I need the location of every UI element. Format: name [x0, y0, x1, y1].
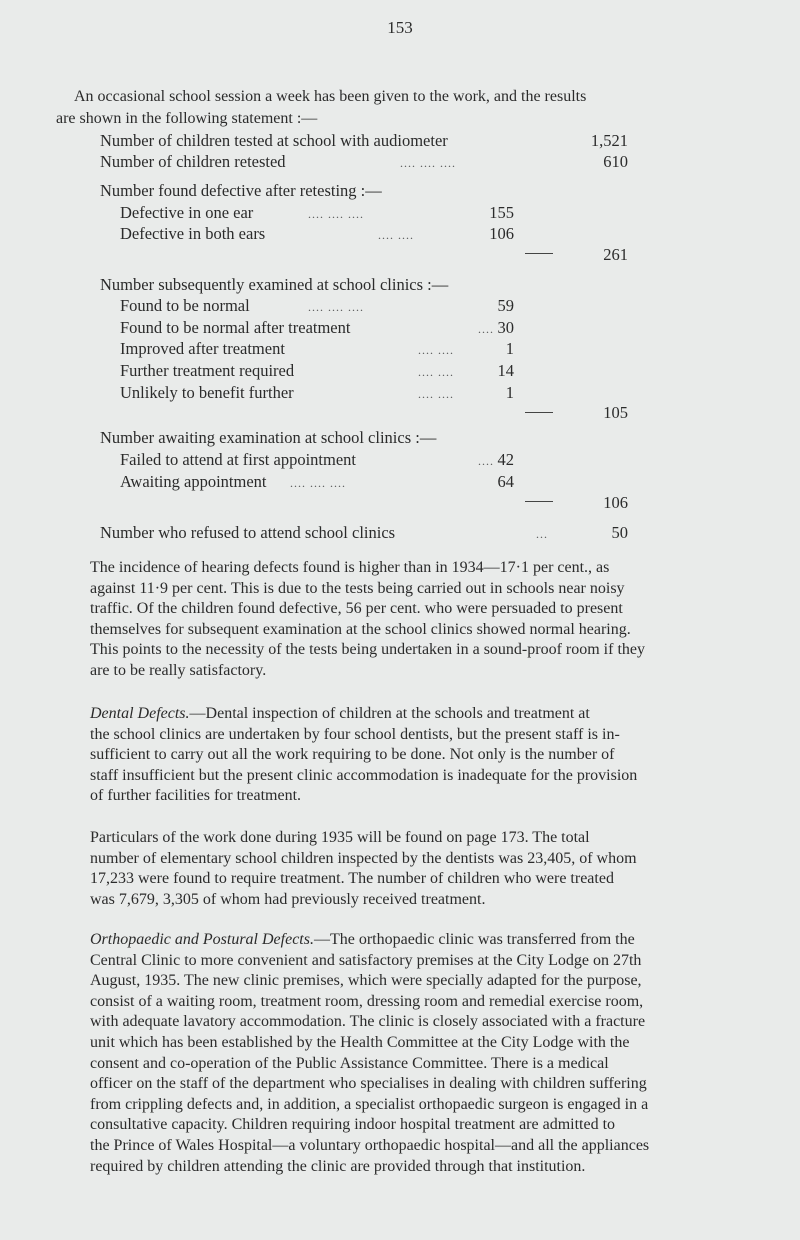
failed-dots: .... — [478, 454, 494, 468]
normal-after-label: Found to be normal after treatment — [120, 318, 351, 337]
awaiting-label: Awaiting appointment — [120, 472, 267, 491]
further-value: 14 — [497, 361, 514, 380]
hearing-line-2: against 11·9 per cent. This is due to the tests being carried out in schools near noisy — [90, 579, 625, 597]
refused-dots: ... — [536, 527, 548, 541]
particulars-line-4: was 7,679, 3,305 of whom had previously received treatment. — [90, 890, 486, 908]
orthopaedic-line-1: —The orthopaedic clinic was transferred from the — [313, 931, 635, 948]
particulars-paragraph — [56, 828, 744, 910]
particulars-line-2: number of elementary school children inspected by the dentists was 23,405, of whom — [90, 849, 637, 867]
orthopaedic-line-10: consultative capacity. Children requiring indoor hospital treatment are admitted to — [90, 1116, 616, 1134]
subtotal-rule-1 — [525, 253, 553, 254]
hearing-line-6: are to be really satisfactory. — [90, 661, 267, 679]
improved-dots: .... .... — [418, 343, 454, 357]
orthopaedic-line-8: officer on the staff of the department who specialises in dealing with children suffering — [90, 1075, 647, 1093]
defective-heading: Number found defective after retesting :— — [100, 181, 382, 200]
examined-total: 105 — [603, 403, 628, 422]
improved-value: 1 — [505, 339, 514, 358]
subtotal-rule-2 — [525, 412, 553, 413]
page-number: 153 — [387, 18, 413, 37]
hearing-line-3: traffic. Of the children found defective, 56 per cent. who were persuaded to present — [90, 600, 623, 618]
dental-line-4: staff insufficient but the present clinic accommodation is inadequate for the provision — [90, 766, 638, 784]
both-ears-label: Defective in both ears — [120, 224, 266, 243]
orthopaedic-heading: Orthopaedic and Postural Defects. — [90, 931, 314, 948]
normal-label: Found to be normal — [120, 296, 250, 315]
orthopaedic-line-11: the Prince of Wales Hospital—a voluntary orthopaedic hospital—and all the appliances — [90, 1136, 650, 1154]
refused-label: Number who refused to attend school clinics — [100, 523, 396, 542]
intro-line-1: An occasional school session a week has been given to the work, and the results — [74, 88, 587, 105]
both-ears-value: 106 — [489, 224, 514, 243]
tested-label: Number of children tested at school with audiometer — [100, 131, 448, 150]
unlikely-label: Unlikely to benefit further — [120, 383, 294, 402]
hearing-line-5: This points to the necessity of the tests being undertaken in a sound-proof room if they — [90, 641, 645, 659]
orthopaedic-line-4: consist of a waiting room, treatment room, dressing room and remedial exercise room, — [90, 992, 644, 1010]
awaiting-total: 106 — [603, 493, 628, 512]
both-ears-dots: .... .... — [378, 228, 414, 242]
tested-value: 1,521 — [590, 131, 628, 150]
retested-label: Number of children retested — [100, 152, 286, 171]
hearing-paragraph — [56, 558, 744, 682]
normal-after-value: 30 — [497, 318, 514, 337]
dental-line-2: the school clinics are undertaken by four school dentists, but the present staff is in- — [90, 725, 620, 743]
orthopaedic-line-6: unit which has been established by the Health Committee at the City Lodge with the — [90, 1033, 630, 1051]
orthopaedic-line-7: consent and co-operation of the Public Assistance Committee. There is a medical — [90, 1054, 609, 1072]
normal-dots: .... .... .... — [308, 300, 364, 314]
unlikely-value: 1 — [505, 383, 514, 402]
further-dots: .... .... — [418, 365, 454, 379]
dental-line-5: of further facilities for treatment. — [90, 787, 302, 805]
hearing-line-1: The incidence of hearing defects found is higher than in 1934—17·1 per cent., as — [90, 559, 610, 576]
dental-heading: Dental Defects. — [90, 705, 190, 722]
particulars-line-3: 17,233 were found to require treatment. The number of children who were treated — [90, 870, 614, 888]
further-label: Further treatment required — [120, 361, 295, 380]
awaiting-dots: .... .... .... — [290, 476, 346, 490]
failed-label: Failed to attend at first appointment — [120, 450, 356, 469]
orthopaedic-line-3: August, 1935. The new clinic premises, which were specially adapted for the purpose, — [90, 972, 642, 990]
refused-value: 50 — [611, 523, 628, 542]
defective-total: 261 — [603, 245, 628, 264]
normal-value: 59 — [497, 296, 514, 315]
orthopaedic-line-5: with adequate lavatory accommodation. The clinic is closely associated with a fracture — [90, 1013, 646, 1031]
subtotal-rule-3 — [525, 501, 553, 502]
orthopaedic-line-12: required by children attending the clinic are provided through that institution. — [90, 1157, 586, 1175]
dental-paragraph — [56, 704, 744, 807]
examined-heading: Number subsequently examined at school clinics :— — [100, 275, 449, 294]
retested-value: 610 — [603, 152, 628, 171]
failed-value: 42 — [497, 450, 514, 469]
retested-dots: .... .... .... — [400, 156, 456, 170]
particulars-line-1: Particulars of the work done during 1935 will be found on page 173. The total — [90, 829, 590, 846]
orthopaedic-paragraph — [56, 930, 744, 1177]
intro-line-2: are shown in the following statement :— — [56, 110, 318, 127]
dental-line-1: —Dental inspection of children at the schools and treatment at — [189, 705, 590, 722]
unlikely-dots: .... .... — [418, 387, 454, 401]
awaiting-heading: Number awaiting examination at school clinics :— — [100, 428, 437, 447]
orthopaedic-line-9: from crippling defects and, in addition, a specialist orthopaedic surgeon is engaged in a — [90, 1095, 649, 1113]
one-ear-value: 155 — [489, 203, 514, 222]
one-ear-dots: .... .... .... — [308, 207, 364, 221]
dental-line-3: sufficient to carry out all the work requiring to be done. Not only is the number of — [90, 746, 615, 764]
orthopaedic-line-2: Central Clinic to more convenient and satisfactory premises at the City Lodge on 27th — [90, 951, 642, 969]
normal-after-dots: .... — [478, 322, 494, 336]
hearing-line-4: themselves for subsequent examination at the school clinics showed normal hearing. — [90, 620, 631, 638]
one-ear-label: Defective in one ear — [120, 203, 254, 222]
improved-label: Improved after treatment — [120, 339, 285, 358]
awaiting-value: 64 — [497, 472, 514, 491]
